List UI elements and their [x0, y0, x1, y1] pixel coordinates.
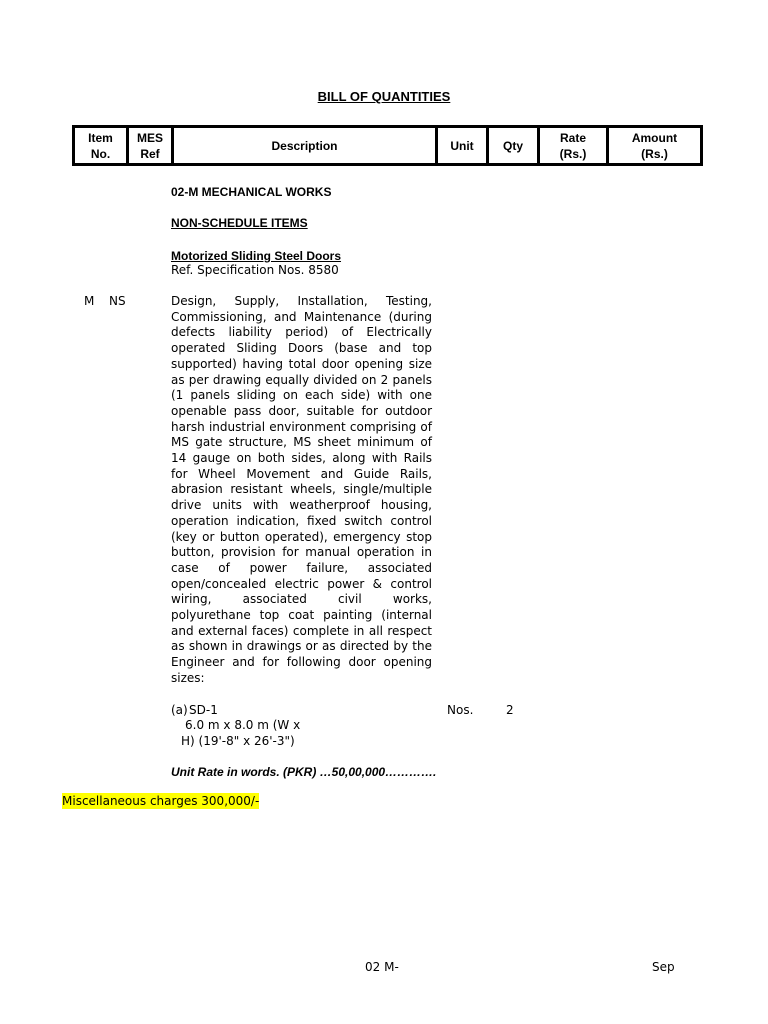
sub-item-qty: 2	[506, 703, 514, 717]
sub-item-label: (a)	[171, 703, 188, 717]
item-reference: Ref. Specification Nos. 8580	[171, 263, 339, 277]
sub-item-size-line2: H) (19'-8" x 26'-3")	[181, 734, 295, 748]
col-description: Description	[173, 127, 437, 165]
mes-reference: NS	[109, 294, 126, 308]
sub-item-unit: Nos.	[447, 703, 474, 717]
sub-item-name: SD-1	[189, 703, 218, 717]
boq-table-header	[72, 125, 703, 166]
col-item-no: Item No.	[74, 127, 128, 165]
item-heading: Motorized Sliding Steel Doors	[171, 249, 342, 263]
col-mes-ref: MES Ref	[128, 127, 173, 165]
col-amount: Amount (Rs.)	[608, 127, 702, 165]
item-description: Design, Supply, Installation, Testing, Commissioning, and Maintenance (during defects liability period) of Electrically operated Sliding Doors (base and top supported) having total door opening size as per drawing equally divided on 2 panels (1 panels sliding on each side) with one openable pass door, suitable for outdoor harsh industrial environment comprising of MS gate structure, MS sheet minimum of 14 gauge on both sides, along with Rails for Wheel Movement and Guide Rails, abrasion resistant wheels, single/multiple drive units with weatherproof housing, operation indication, fixed switch control (key or button operated), emergency stop button, provision for manual operation in case of power failure, associated open/concealed electric power & control wiring, associated civil works, polyurethane top coat painting (internal and external faces) complete in all respect as shown in drawings or as directed by the Engineer and for following door opening sizes:	[171, 294, 432, 685]
document-title: BILL OF QUANTITIES	[317, 89, 451, 104]
sub-item-size-line1: 6.0 m x 8.0 m (W x	[185, 718, 301, 732]
unit-rate-in-words: Unit Rate in words. (PKR) …50,00,000………….	[171, 765, 437, 779]
section-title: 02-M MECHANICAL WORKS	[171, 185, 332, 199]
col-rate: Rate (Rs.)	[539, 127, 608, 165]
col-unit: Unit	[437, 127, 488, 165]
footer-date: Sep	[652, 960, 675, 974]
footer-section-label: 02 M-	[365, 960, 399, 974]
item-number: M	[84, 294, 95, 308]
subsection-title: NON-SCHEDULE ITEMS	[171, 216, 308, 230]
col-qty: Qty	[488, 127, 539, 165]
miscellaneous-charges: Miscellaneous charges 300,000/-	[62, 794, 260, 808]
